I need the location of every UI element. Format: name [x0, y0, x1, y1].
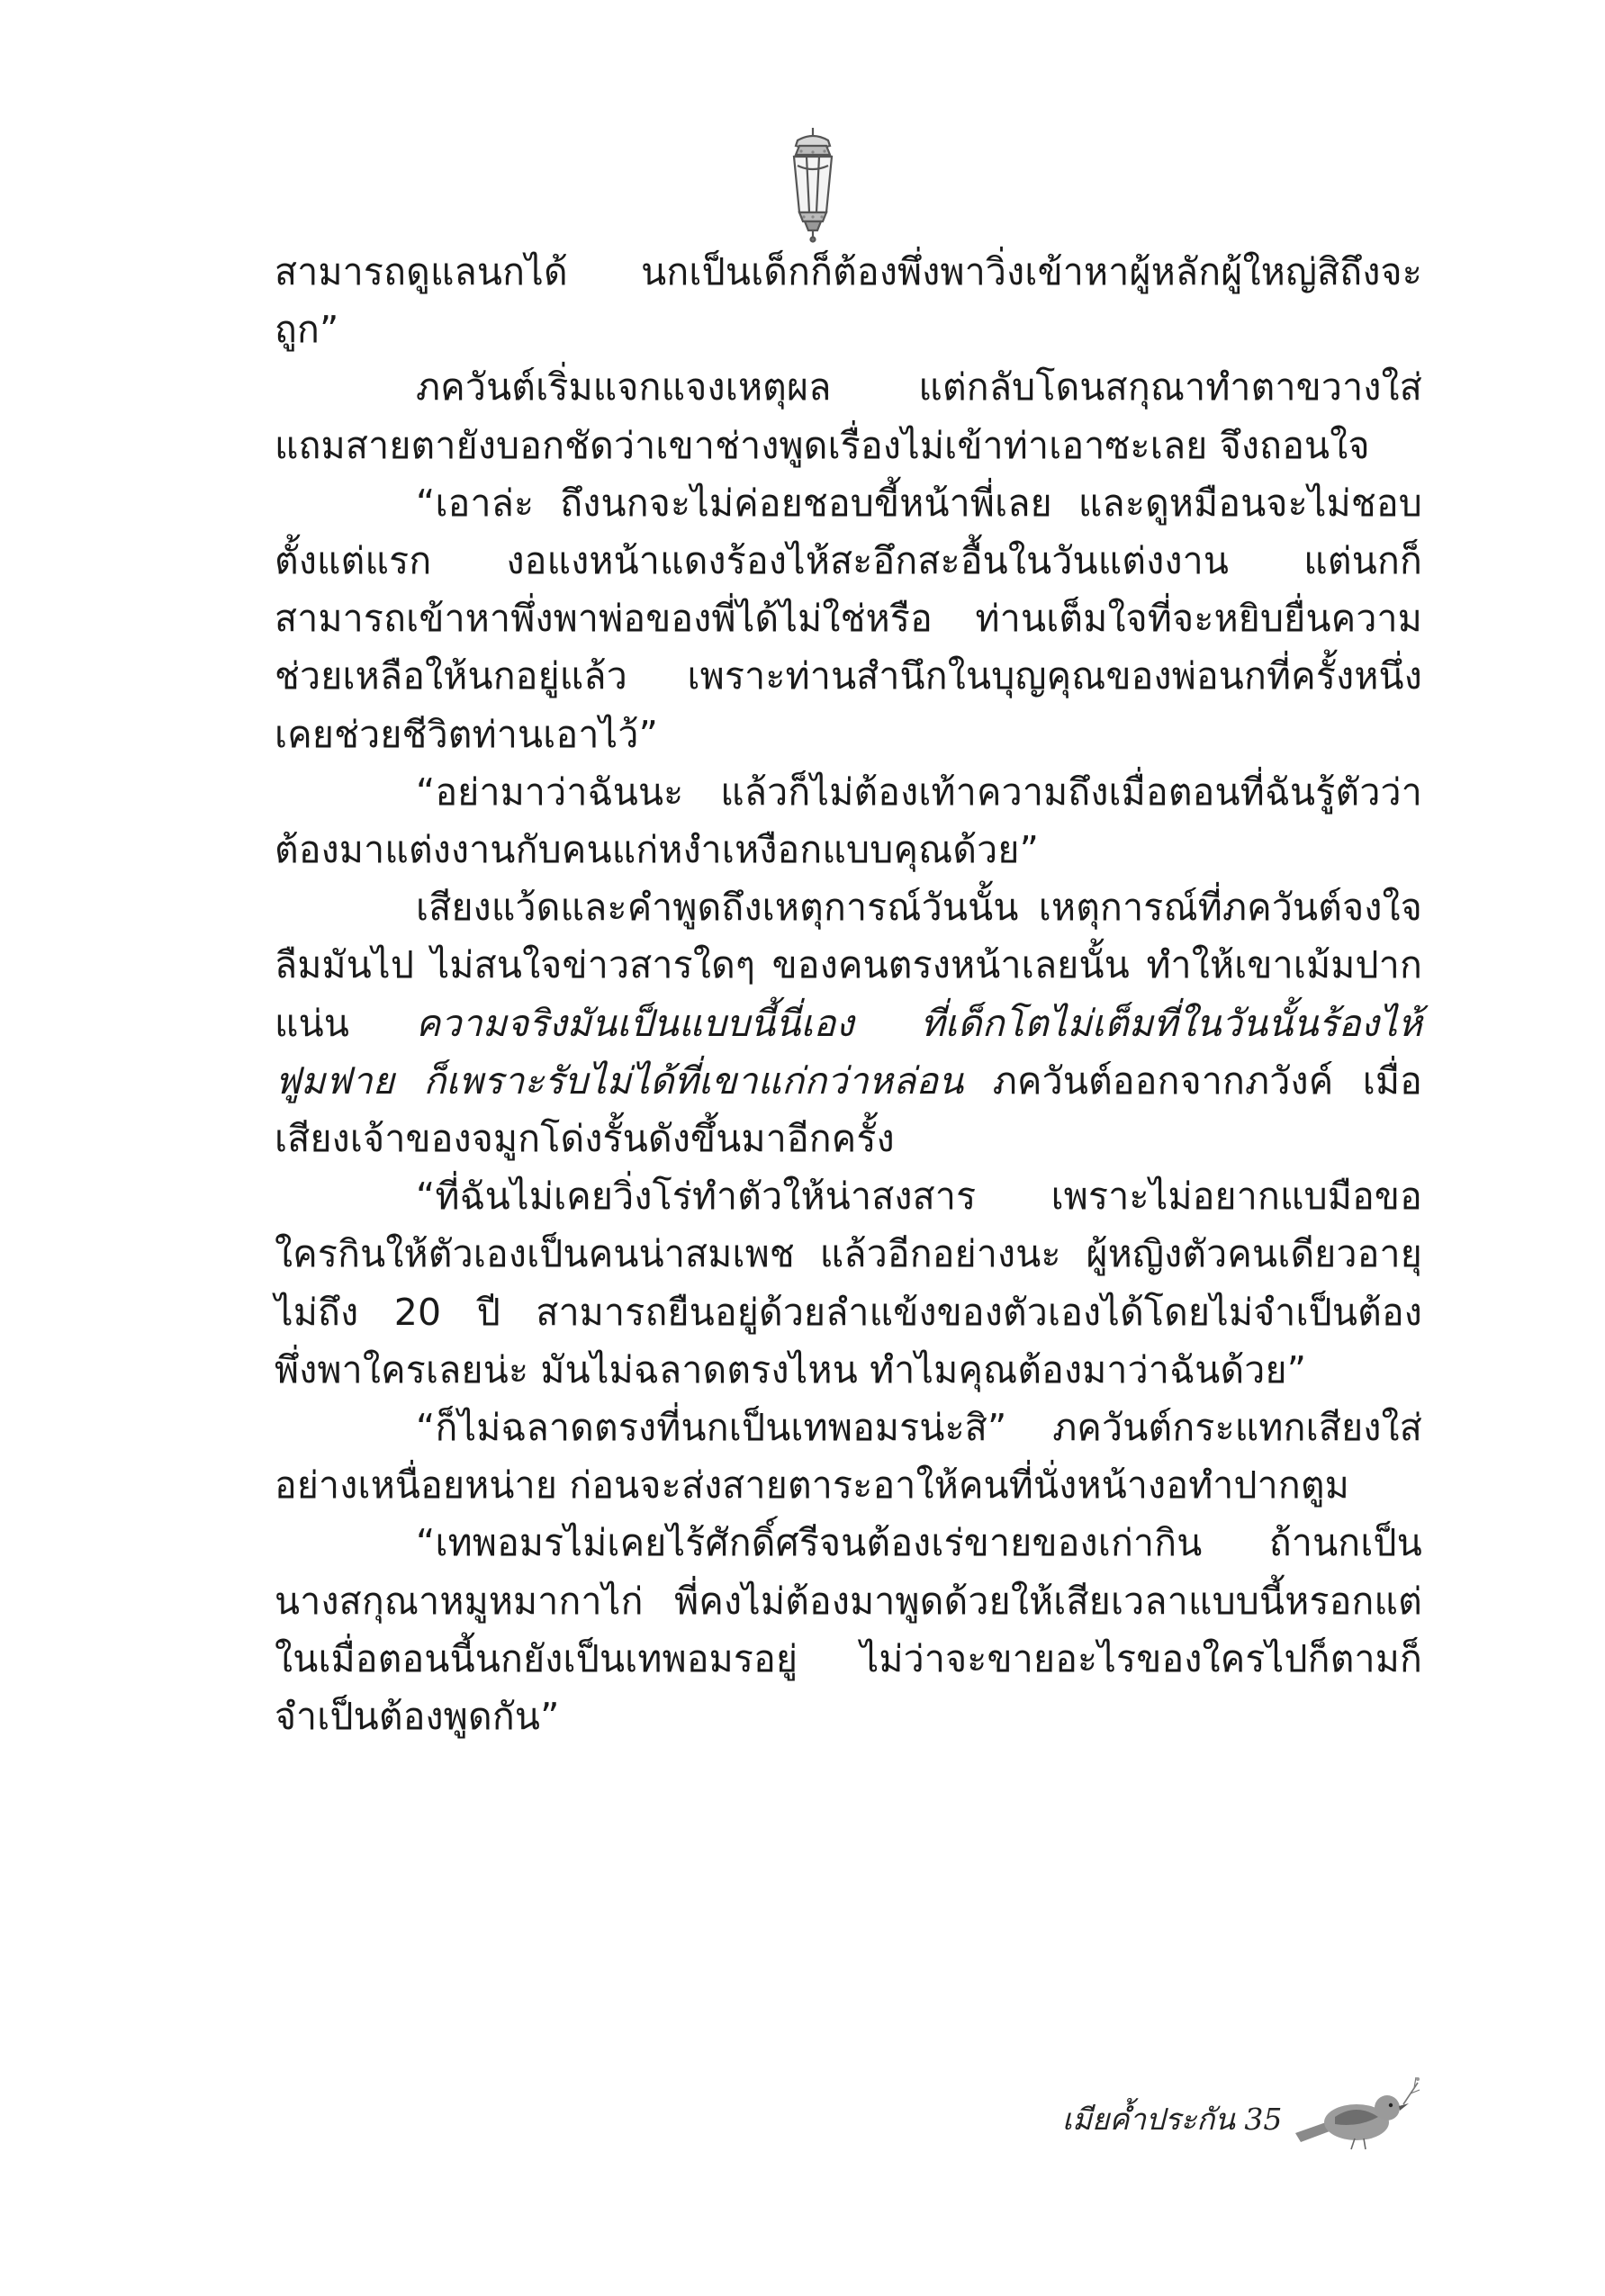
paragraph-3: “เอาล่ะ ถึงนกจะไม่ค่อยชอบขี้หน้าพี่เลย และดูหมือนจะไม่ชอบตั้งแต่แรก งอแงหน้าแดงร้องไห้สะอึกสะอื้นในวันแต่งงาน แต่นกก็สามารถเข้าหาพึ่งพาพ่อของพี่ได้ไม่ใช่หรือ ท่านเต็มใจที่จะหยิบยื่นความช่วยเหลือให้นกอยู่แล้ว เพราะท่านสำนึกในบุญคุณของพ่อนกที่ครั้งหนึ่งเคยช่วยชีวิตท่านเอาไว้” [275, 481, 1422, 756]
paragraph-5-text: เสียงแว้ดและคำพูดถึงเหตุการณ์วันนั้น เหตุการณ์ที่ภควันต์จงใจลืมมันไป ไม่สนใจข่าวสารใดๆ ของคนตรงหน้าเลยนั้น ทำให้เขาเม้มปากแน่น [275, 886, 1422, 1045]
lantern-icon [772, 126, 853, 243]
paragraph-5-text-end: ภควันต์ออกจากภวังค์ เมื่อเสียงเจ้าของจมูกโด่งรั้นดังขึ้นมาอีกครั้ง [275, 1058, 1423, 1161]
paragraph-7: “ก็ไม่ฉลาดตรงที่นกเป็นเทพอมรน่ะสิ” ภควันต์กระแทกเสียงใส่อย่างเหนื่อยหน่าย ก่อนจะส่งสายตาระอาให้คนที่นั่งหน้างอทำปากตูม [275, 1406, 1422, 1508]
paragraph-2: ภควันต์เริ่มแจกแจงเหตุผล แต่กลับโดนสกุณาทำตาขวางใส่ แถมสายตายังบอกชัดว่าเขาช่างพูดเรื่องไม่เข้าท่าเอาซะเลย จึงถอนใจ [275, 365, 1422, 467]
paragraph-5 [275, 878, 1422, 1167]
paragraph-8: “เทพอมรไม่เคยไร้ศักดิ์ศรีจนต้องเร่ขายของเก่ากิน ถ้านกเป็นนางสกุณาหมูหมากาไก่ พี่คงไม่ต้องมาพูดด้วยให้เสียเวลาแบบนี้หรอกแต่ในเมื่อตอนนี้นกยังเป็นเทพอมรอยู่ ไม่ว่าจะขายอะไรของใครไปก็ตามก็จำเป็นต้องพูดกัน” [275, 1521, 1422, 1739]
bird-icon [1292, 2070, 1422, 2160]
page-footer [1062, 2070, 1422, 2169]
body-text [275, 243, 1422, 1745]
paragraph-4: “อย่ามาว่าฉันนะ แล้วก็ไม่ต้องเท้าความถึงเมื่อตอนที่ฉันรู้ตัวว่าต้องมาแต่งงานกับคนแก่หงำเหงือกแบบคุณด้วย” [275, 770, 1422, 872]
paragraph-6: “ที่ฉันไม่เคยวิ่งโร่ทำตัวให้น่าสงสาร เพราะไม่อยากแบมือขอใครกินให้ตัวเองเป็นคนน่าสมเพช แล้วอีกอย่างนะ ผู้หญิงตัวคนเดียวอายุไม่ถึง 20 ปี สามารถยืนอยู่ด้วยลำแข้งของตัวเองได้โดยไม่จำเป็นต้องพึ่งพาใครเลยน่ะ มันไม่ฉลาดตรงไหน ทำไมคุณต้องมาว่าฉันด้วย” [275, 1175, 1422, 1391]
footer-title-page-number: เมียค้ำประกัน 35 [1062, 2102, 1283, 2137]
paragraph-1: สามารถดูแลนกได้ นกเป็นเด็กก็ต้องพึ่งพาวิ่งเข้าหาผู้หลักผู้ใหญ่สิถึงจะถูก” [275, 250, 1422, 352]
paragraph-5-inner-thought: ความจริงมันเป็นแบบนี้นี่เอง ที่เด็กโตไม่เต็มที่ในวันนั้นร้องไห้ฟูมฟาย ก็เพราะรับไม่ได้ที่เขาแก่กว่าหล่อน [275, 1001, 1422, 1103]
